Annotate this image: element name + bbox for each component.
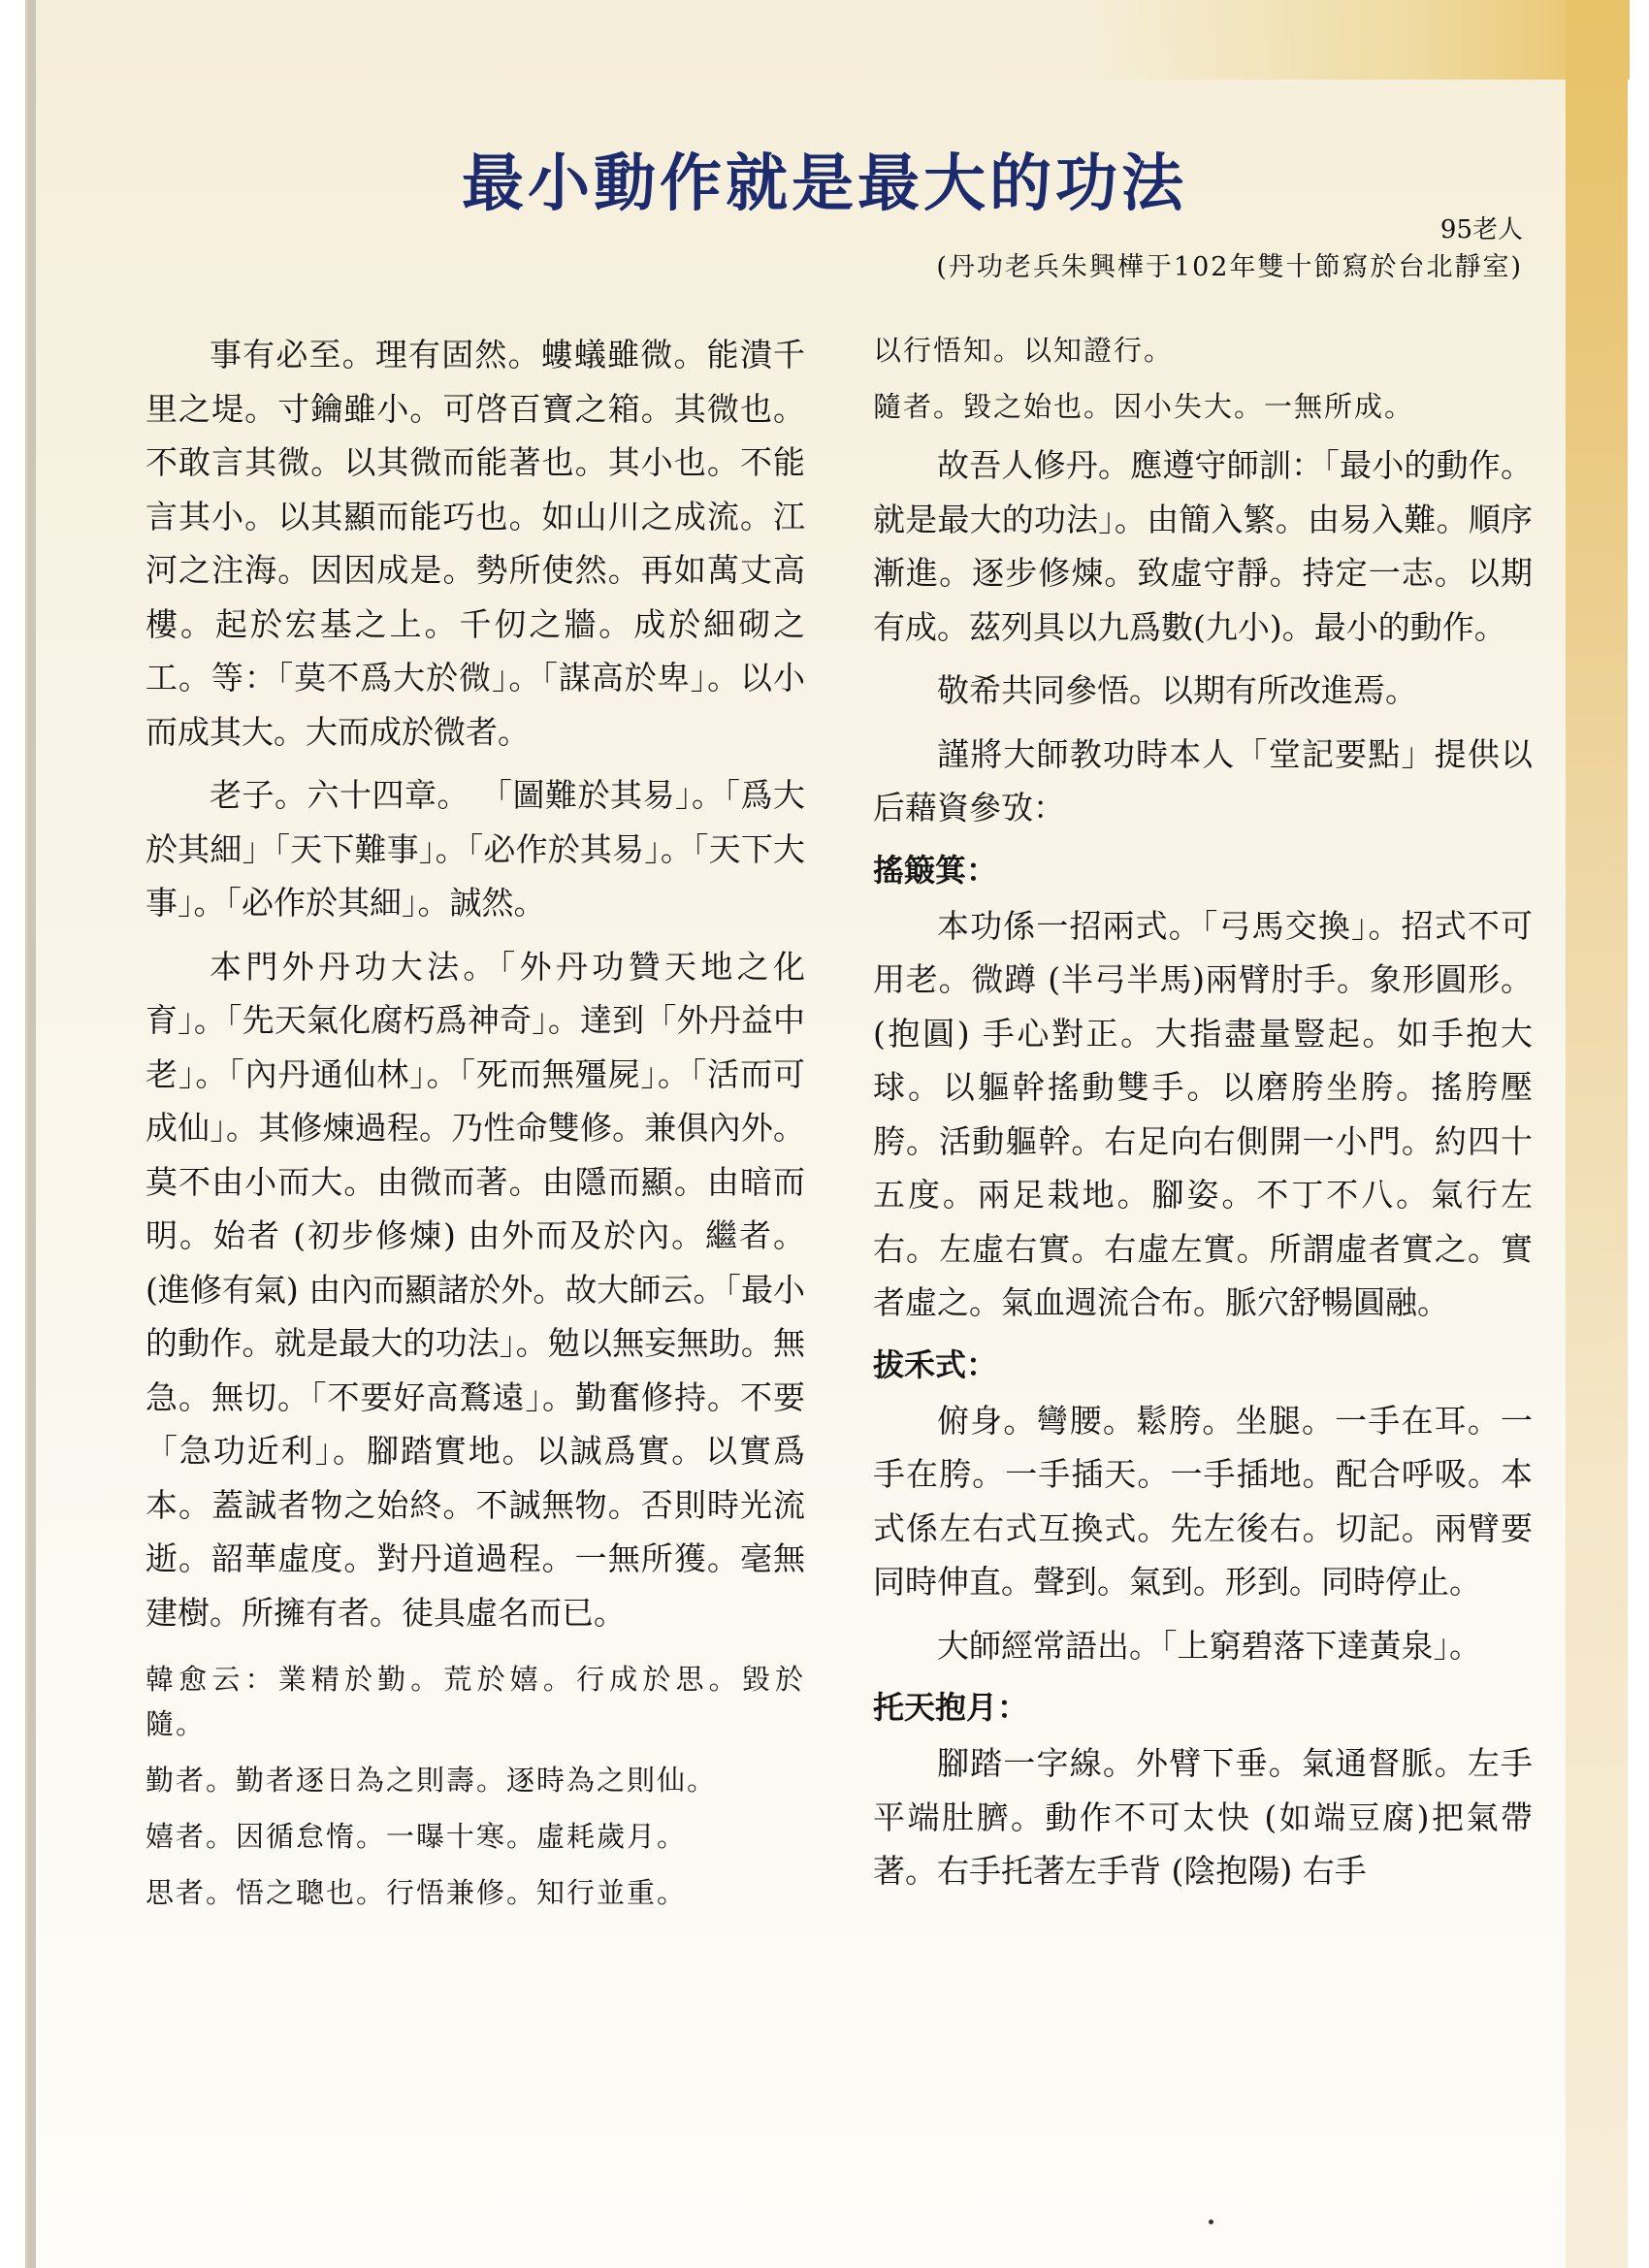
section-heading: 托天抱月： (873, 1689, 1029, 1726)
paragraph: 腳踏一字線。外臂下垂。氣通督脈。左手平端肚臍。動作不可太快 (如端豆腐)把氣帶著。右手托著左手背 (陰抱陽) 右手 (873, 1744, 1533, 1890)
article-title: 最小動作就是最大的功法 (462, 148, 1187, 220)
paragraph: 本功係一招兩式。「弓馬交換」。招式不可用老。微蹲 (半弓半馬)兩臂肘手。象形圓形。(抱圓) 手心對正。大指盡量豎起。如手抱大球。以軀幹搖動雙手。以磨胯坐胯。搖胯壓胯。活動軀幹。右足向右側開一小門。約四十五度。兩足栽地。腳姿。不丁不八。氣行左右。左虛右實。右虛左實。所謂虛者實之。實者虛之。氣血週流合布。脈穴舒暢圓融。 (873, 906, 1533, 1321)
quote-line: 隨者。毀之始也。因小失大。一無所成。 (873, 390, 1415, 423)
quote-line: 嬉者。因循怠惰。一曝十寒。虛耗歲月。 (146, 1820, 688, 1853)
quote-line: 以行悟知。以知證行。 (873, 334, 1175, 367)
paragraph: 故吾人修丹。應遵守師訓：「最小的動作。就是最大的功法」。由簡入繁。由易入難。順序漸進。逐步修煉。致虛守靜。持定一志。以期有成。茲列具以九爲數(九小)。最小的動作。 (873, 446, 1533, 646)
decorative-top-band (1086, 0, 1630, 80)
section-heading: 拔禾式： (873, 1345, 998, 1383)
paragraph: 本門外丹功大法。「外丹功贊天地之化育」。「先天氣化腐朽爲神奇」。達到「外丹益中老」。「內丹通仙林」。「死而無殭屍」。「活而可成仙」。其修煉過程。乃性命雙修。兼俱內外。莫不由小而大。由微而著。由隱而顯。由暗而明。始者 (初步修煉) 由外而及於內。繼者。 (進修有氣) 由內而顯諸於外。故大師云。「最小的動作。就是最大的功法」。勉以無妄無助。無急。無切。「不要好高鶩遠」。勤奮修持。不要「急功近利」。腳踏實地。以誠爲實。以實爲本。蓋誠者物之始終。不誠無物。否則時光流逝。韶華虛度。對丹道過程。一無所獲。毫無建樹。所擁有者。徒具虛名而已。 (146, 947, 805, 1632)
quote-line: 韓愈云：業精於勤。荒於嬉。行成於思。毀於隨。 (146, 1663, 805, 1740)
paragraph: 謹將大師教功時本人「堂記要點」提供以后藉資參攷： (873, 734, 1533, 826)
byline (936, 211, 1523, 287)
paragraph: 事有必至。理有固然。螻蟻雖微。能潰千里之堤。寸鑰雖小。可啓百寶之箱。其微也。不敢言其微。以其微而能著也。其小也。不能言其小。以其顯而能巧也。如山川之成流。江河之注海。因因成是。勢所使然。再如萬丈高樓。起於宏基之上。千仞之牆。成於細砌之工。等：「莫不爲大於微」。「謀高於卑」。以小而成其大。大而成於微者。 (146, 336, 805, 751)
page-edge (28, 0, 36, 2268)
quote-line: 思者。悟之聰也。行悟兼修。知行並重。 (146, 1876, 688, 1909)
right-column (873, 328, 1533, 1898)
paragraph: 俯身。彎腰。鬆胯。坐腿。一手在耳。一手在胯。一手插天。一手插地。配合呼吸。本式係左右式互換式。先左後右。切記。兩臂要同時伸直。聲到。氣到。形到。同時停止。 (873, 1401, 1533, 1601)
quote-line: 勤者。勤者逐日為之則壽。逐時為之則仙。 (146, 1764, 718, 1797)
page-speck (1209, 2219, 1213, 2224)
decorative-right-band (1566, 0, 1628, 2268)
author-age: 95老人 (1439, 215, 1523, 244)
paragraph: 大師經常語出。「上窮碧落下達黃泉」。 (937, 1626, 1481, 1665)
paragraph: 老子。六十四章。 「圖難於其易」。「爲大於其細」「天下難事」。「必作於其易」。「天下大事」。「必作於其細」。誠然。 (146, 776, 805, 922)
author-note: (丹功老兵朱興樺于102年雙十節寫於台北靜室) (936, 252, 1523, 282)
paragraph: 敬希共同參悟。以期有所改進焉。 (937, 671, 1417, 709)
left-column (146, 328, 805, 1915)
section-heading: 搖簸箕： (873, 851, 998, 889)
